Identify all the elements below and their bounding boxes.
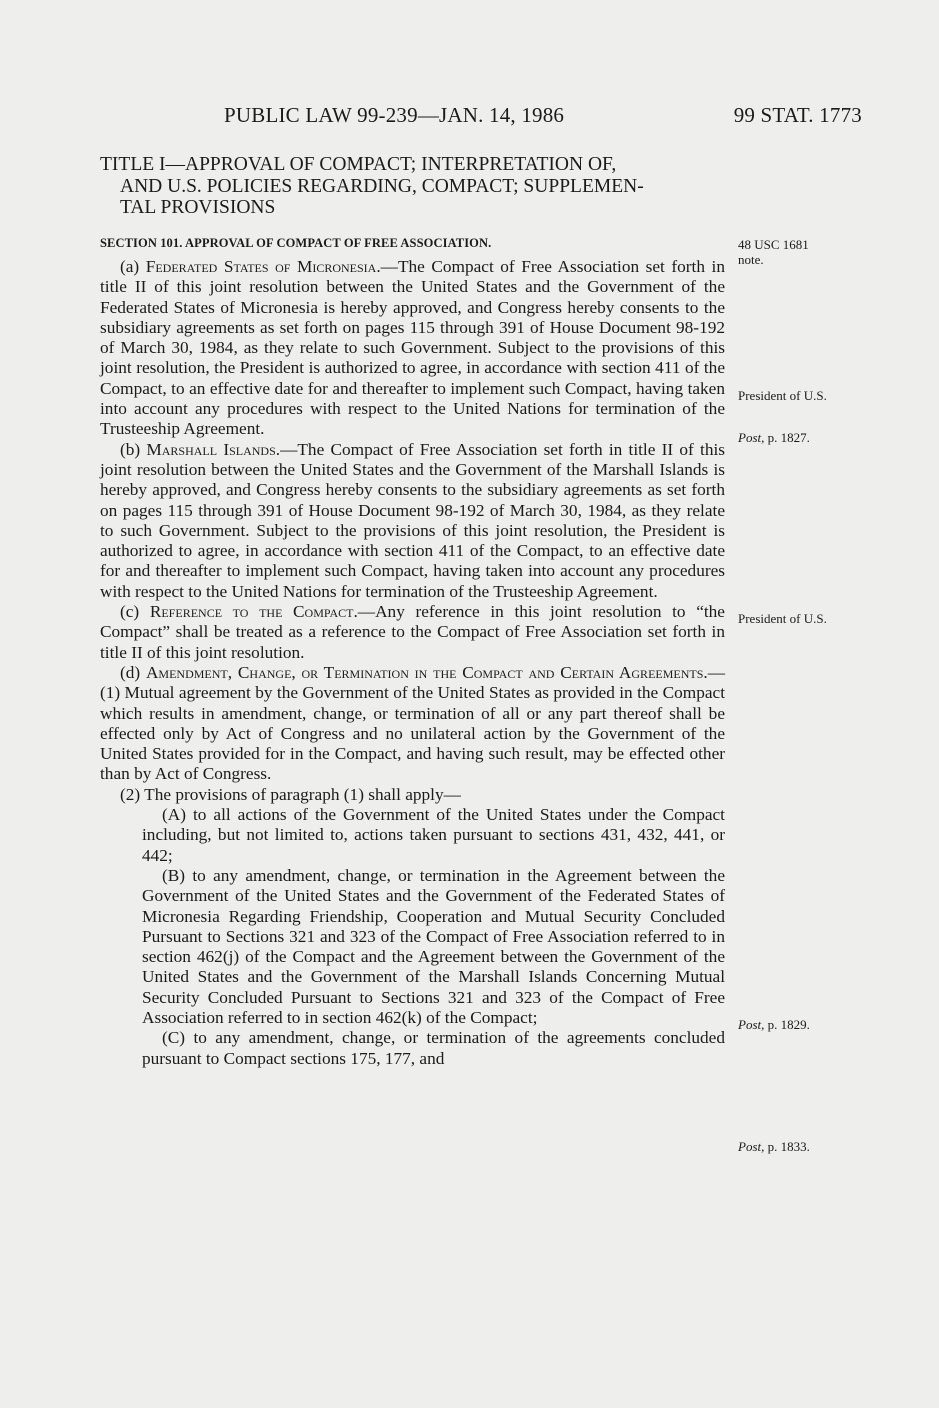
post-italic-1: Post, bbox=[738, 430, 765, 445]
subsection-b-text: —The Compact of Free Association set forth in title II of this joint resolution between the United States and the Government of the Marshall Islands is hereby approved, and Congress hereby consents to the subsidiary agreements as set forth on pages 115 through 391 of House Document 98-192 of March 30, 1984, as they relate to such Government. Subject to the provisions of this joint resolution, the President is authorized to agree, in accordance with section 411 of the Compact, to an effective date for and thereafter to implement such Compact, having taken into account any procedures with respect to the United Nations for termination of the Trusteeship Agreement. bbox=[100, 439, 725, 601]
margin-note-president-2: President of U.S. bbox=[738, 611, 827, 626]
subsection-a bbox=[100, 257, 725, 440]
margin-note-president-1: President of U.S. bbox=[738, 388, 827, 403]
post-page-3: p. 1833. bbox=[764, 1139, 810, 1154]
clause-b: (B) to any amendment, change, or termination in the Agreement between the Government of the United States and the Government of the Federated States of Micronesia Regarding Friendship, Cooperation and Mutual Security Concluded Pursuant to Sections 321 and 323 of the Compact of Free Association referred to in section 462(j) of the Compact and the Agreement between the Government of the United States and the Government of the Marshall Islands Concerning Mutual Security Concluded Pursuant to Sections 321 and 323 of the Compact of Free Association referred to in section 462(k) of the Compact; bbox=[142, 865, 725, 1027]
clause-c: (C) to any amendment, change, or termination of the agreements concluded pursuant to Compact sections 175, 177, and bbox=[142, 1028, 725, 1068]
subsection-c-label: (c) bbox=[120, 602, 150, 622]
section-body bbox=[100, 235, 725, 1069]
subsection-b-label: (b) bbox=[120, 439, 147, 459]
subsection-d-label: (d) bbox=[120, 662, 146, 682]
post-page-1: p. 1827. bbox=[764, 430, 810, 445]
subsection-c bbox=[100, 602, 725, 663]
subsection-c-caption: Reference to the Compact. bbox=[149, 602, 358, 622]
subsection-d-caption: Amendment, Change, or Termination in the Compact and Certain Agreements. bbox=[145, 662, 708, 682]
subsection-c-text: —Any reference in this joint resolution to “the Compact” shall be treated as a reference to the Compact of Free Association set forth in title II of this joint resolution. bbox=[100, 602, 725, 662]
margin-note-usc: 48 USC 1681 bbox=[738, 237, 809, 252]
margin-note-post-1827 bbox=[738, 430, 810, 445]
margin-note-usc-note: note. bbox=[738, 252, 764, 267]
title-heading bbox=[100, 154, 725, 219]
subsection-a-caption: Federated States of Micronesia. bbox=[145, 257, 381, 276]
clause-a: (A) to all actions of the Government of the United States under the Compact including, but not limited to, actions taken pursuant to sections 431, 432, 441, or 442; bbox=[142, 805, 725, 865]
section-heading: SECTION 101. APPROVAL OF COMPACT OF FREE ASSOCIATION. bbox=[100, 236, 492, 250]
public-law-date: PUBLIC LAW 99-239—JAN. 14, 1986 bbox=[224, 103, 565, 127]
post-page-2: p. 1829. bbox=[764, 1017, 810, 1032]
subsection-d-text: —(1) Mutual agreement by the Government of the United States as provided in the Compact which results in amendment, change, or termination of all or any part thereof shall be effected only by Act of Congress and no unilateral action by the Government of the United States provided for in the Compact, and having such result, may be effected other than by Act of Congress. bbox=[100, 662, 725, 784]
subsection-a-label: (a) bbox=[120, 257, 146, 276]
post-italic-2: Post, bbox=[738, 1017, 765, 1032]
margin-note-post-1833 bbox=[738, 1139, 810, 1154]
subsection-d bbox=[100, 663, 725, 785]
post-italic-3: Post, bbox=[738, 1139, 765, 1154]
paragraph-d2: (2) The provisions of paragraph (1) shall apply— bbox=[120, 784, 461, 804]
margin-note-post-1829 bbox=[738, 1017, 810, 1032]
title-line-3: TAL PROVISIONS bbox=[120, 197, 276, 218]
title-line-1: TITLE I—APPROVAL OF COMPACT; INTERPRETATION OF, bbox=[100, 154, 617, 175]
subsection-b-caption: Marshall Islands. bbox=[146, 439, 281, 459]
title-line-2: AND U.S. POLICIES REGARDING, COMPACT; SUPPLEMEN- bbox=[120, 175, 644, 197]
subsection-b bbox=[100, 440, 725, 602]
subsection-a-text: —The Compact of Free Association set forth in title II of this joint resolution between the United States and the Government of the Federated States of Micronesia is hereby approved, and Congress hereby consents to the subsidiary agreements as set forth on pages 115 through 391 of House Document 98-192 of March 30, 1984, as they relate to such Government. Subject to the provisions of this joint resolution, the President is authorized to agree, in accordance with section 411 of the Compact, to an effective date for and thereafter to implement such Compact, having taken into account any procedures with respect to the United Nations for termination of the Trusteeship Agreement. bbox=[100, 257, 725, 439]
statute-page-number: 99 STAT. 1773 bbox=[733, 103, 862, 127]
